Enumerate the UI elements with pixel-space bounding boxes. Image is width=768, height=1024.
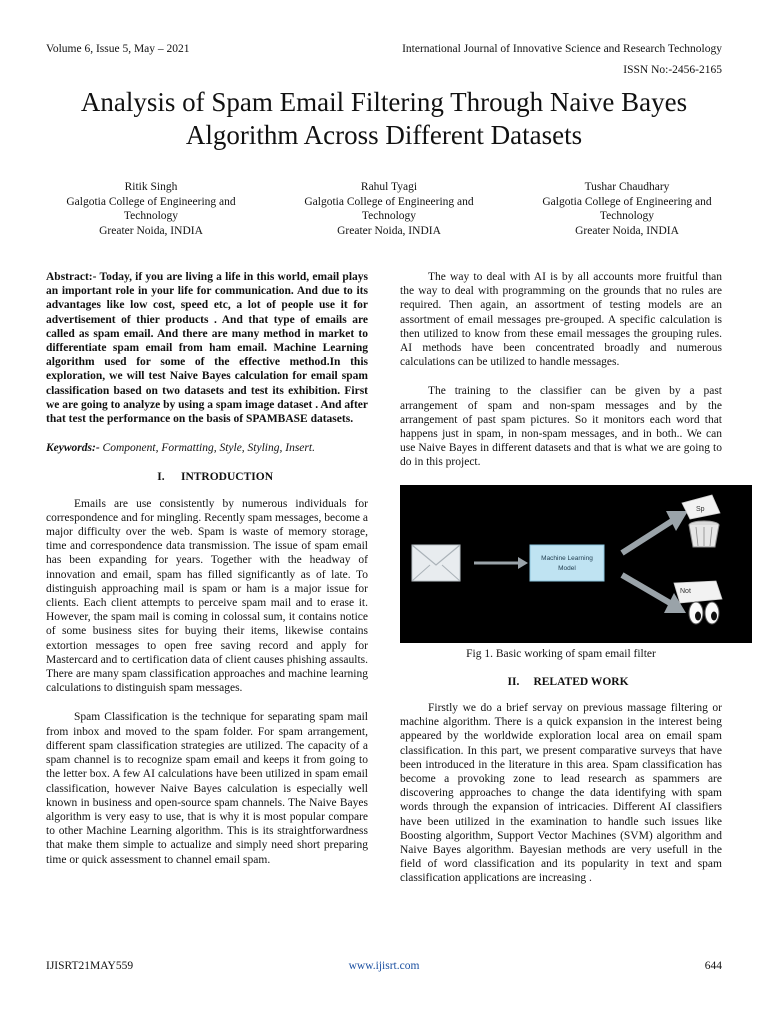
header-issn: ISSN No:-2456-2165 (623, 64, 722, 76)
section-heading-related-work (400, 675, 722, 689)
footer-page-number: 644 (704, 960, 722, 972)
keywords (46, 441, 368, 455)
figure-spam-filter (400, 485, 752, 643)
abstract: Abstract:- Today, if you are living a life in this world, email plays an important role in your life for communication. And due to its advantages like low cost, speed etc, a lot of people use it for advertisement of thier products . And that type of emails are called as spam email. And there are many method in market to differentiate spam email from ham email. Machine Learning algorithm used for some of the effective method.In this exploration, we will test Naive Bayes calculation for email spam classification based on two datasets and test its exhibition. First we are going to analyze by using a spam image dataset . And after that test the performance on the basis of SPAMBASE datasets. (46, 271, 368, 426)
author-location: Greater Noida, INDIA (99, 224, 203, 237)
author-name: Ritik Singh (124, 181, 178, 193)
paragraph: Firstly we do a brief servay on previous massage filtering or machine algorithm. There is a quick expansion in the interest being appeared by the worldwide exploration local area on email spam classification. In this part, we present comparative surveys that have been introduced in the literature in this area. Spam classification has become a provoking zone to lead research as spammers are discovering approaches to change the data identifying with spam words through the expansion of intricacies. Different AI classifiers have been utilized in the examination to handle such issues like Boosting algorithm, Support Vector Machines (SVM) algorithm and Naive Bayes algorithm. Bayesian methods are very usefull in the field of word classification and its popularity in text and spam classification applications are increasing . (400, 702, 722, 885)
envelope-icon (412, 545, 460, 581)
keywords-label: Keywords:- (46, 442, 100, 455)
footer-url-link[interactable]: www.ijisrt.com (348, 960, 420, 972)
figure-caption: Fig 1. Basic working of spam email filter (466, 647, 656, 660)
paragraph: Spam Classification is the technique for separating spam mail from inbox and moved to the spam folder. For spam arrangement, different spam classification strategies are utilized. The capacity of a spam channel is to recognize spam email and keeps it from going to the letter box. A few AI calculations have been utilized in spam email classification, however Naive Bayes calculation is especially well known in business and open-source spam channels. The Naive Bayes algorithm is very easy to use, that is why it is most popular compare to other Machine Learning algorithm. This is its straightforwardness that make them simple to actualize and simply need short preparing time or quick assessment to channel email spam. (46, 711, 368, 866)
model-label-line1: Machine Learning (541, 554, 593, 562)
author-location: Greater Noida, INDIA (337, 224, 441, 237)
author-affiliation: Galgotia College of Engineering and Technology (66, 195, 236, 222)
author-list (46, 180, 732, 238)
paragraph: The training to the classifier can be given by a past arrangement of spam and non-spam messages and by the arrangement of past spam pictures. So it monitors each word that happens just in spam, in non-spam messages, and in both.. We can use Naive Bayes in different datasets and that is what we are going to do in this project. (400, 385, 722, 469)
right-column (400, 270, 722, 901)
paragraph: Emails are use consistently by numerous individuals for correspondence and for mingling. Recently spam messages, become a major difficulty over the web. Spam is waste of memory storage, time and correspondence data transmission. The issue of spam email has been expanding for years. Together with the headway of innovation and email, spam has filled significantly as of late. To distinguish approaching mail is spam or ham is a major issue for clients. Each client attempts to perceive spam mail and to erase it. However, the spam mail is coming in colossal sum, it contains notice of some business sites for buying their items, likewise contains extortion messages to open free saving record and apply for Mastercard and to certification data of client causes phishing assaults. There are many spam classification approaches and machine learning calculations to distinguish spam messages. (46, 497, 368, 695)
footer-paper-code: IJISRT21MAY559 (46, 960, 134, 972)
section-heading-introduction (46, 470, 368, 484)
section-number: II. (507, 675, 520, 688)
author-location: Greater Noida, INDIA (575, 224, 679, 237)
author-block (284, 180, 494, 238)
spam-label: Sp (696, 505, 705, 513)
author-name: Tushar Chaudhary (584, 181, 670, 193)
header-journal: International Journal of Innovative Science and Research Technology (402, 43, 722, 55)
paragraph: The way to deal with AI is by all accounts more fruitful than the way to deal with programming on the grounds that no rules are required. Then again, an assortment of testing models are an assortment of email messages pre-grouped. A specific calculation is then utilized to know from these email messages the grouping rules. AI methods have been concentrated broadly and numerous calculations can be utilized to handle messages. (400, 271, 722, 369)
ml-model-box (530, 545, 604, 581)
author-block (46, 180, 256, 238)
not-spam-label: Not (680, 587, 691, 595)
model-label-line2: Model (558, 564, 576, 572)
spam-filter-diagram (400, 485, 752, 643)
author-affiliation: Galgotia College of Engineering and Technology (542, 195, 712, 222)
header-volume: Volume 6, Issue 5, May – 2021 (46, 43, 190, 55)
paper-title: Analysis of Spam Email Filtering Through Naive Bayes Algorithm Across Different Datasets (80, 87, 688, 150)
keywords-text: Component, Formatting, Style, Styling, Insert. (99, 442, 315, 455)
section-number: I. (157, 471, 165, 484)
left-column (46, 270, 368, 882)
author-block (522, 180, 732, 238)
section-title: INTRODUCTION (180, 471, 273, 484)
author-name: Rahul Tyagi (360, 181, 418, 193)
section-title: RELATED WORK (533, 675, 629, 688)
author-affiliation: Galgotia College of Engineering and Technology (304, 195, 474, 222)
